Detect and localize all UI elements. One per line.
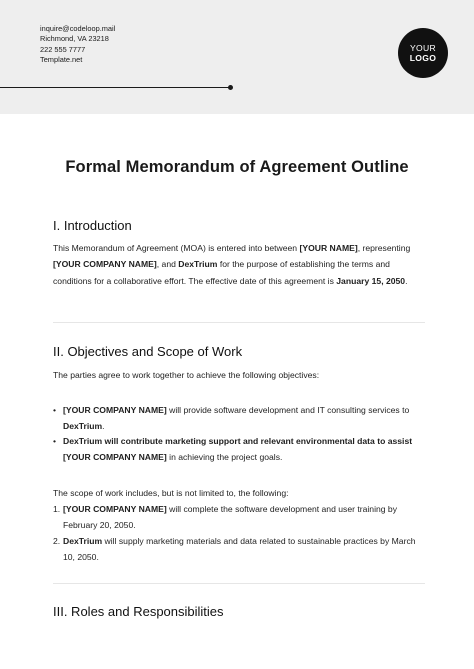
company-logo (398, 28, 448, 78)
contact-phone: 222 555 7777 (40, 44, 86, 54)
scope-lead: The scope of work includes, but is not limited to, the following: (53, 488, 289, 498)
objective-bullet-1: • [YOUR COMPANY NAME] will provide software development and IT consulting services to DexTrium. (53, 405, 410, 431)
section-heading-introduction: I. Introduction (53, 218, 132, 233)
scope-item-1: 1. [YOUR COMPANY NAME] will complete the software development and user training by February 20, 2050. (53, 504, 398, 530)
contact-website: Template.net (40, 55, 83, 65)
objectives-lead: The parties agree to work together to achieve the following objectives: (53, 370, 320, 380)
logo-line-2: LOGO (409, 53, 437, 63)
intro-paragraph: This Memorandum of Agreement (MOA) is entered into between [YOUR NAME], representing [YOUR COMPANY NAME], and DexTrium for the purpose of establishing the terms and conditions for a collaborative effort. The effective date of this agreement is January 15, 2050. (53, 243, 411, 286)
section-heading-roles: III. Roles and Responsibilities (53, 604, 224, 619)
contact-email: inquire@codeloop.mail (40, 24, 116, 33)
section-divider (53, 322, 425, 323)
header-rule (0, 87, 230, 88)
section-heading-objectives: II. Objectives and Scope of Work (53, 344, 243, 359)
header-rule-dot (228, 85, 233, 90)
logo-line-1: YOUR (409, 43, 437, 53)
scope-item-2: 2. DexTrium will supply marketing materials and data related to sustainable practices by March 10, 2050. (53, 536, 416, 562)
item-number: 2. (53, 536, 61, 546)
document-title: Formal Memorandum of Agreement Outline (65, 158, 409, 176)
bullet-marker: • (53, 405, 57, 415)
contact-address: Richmond, VA 23218 (40, 34, 109, 44)
bullet-marker: • (53, 436, 57, 446)
contact-block (40, 24, 115, 66)
objective-bullet-2: • DexTrium will contribute marketing support and relevant environmental data to assist [YOUR COMPANY NAME] in achieving the project goals. (53, 436, 413, 462)
item-number: 1. (53, 504, 61, 514)
section-divider (53, 583, 425, 584)
letterhead (0, 0, 474, 114)
